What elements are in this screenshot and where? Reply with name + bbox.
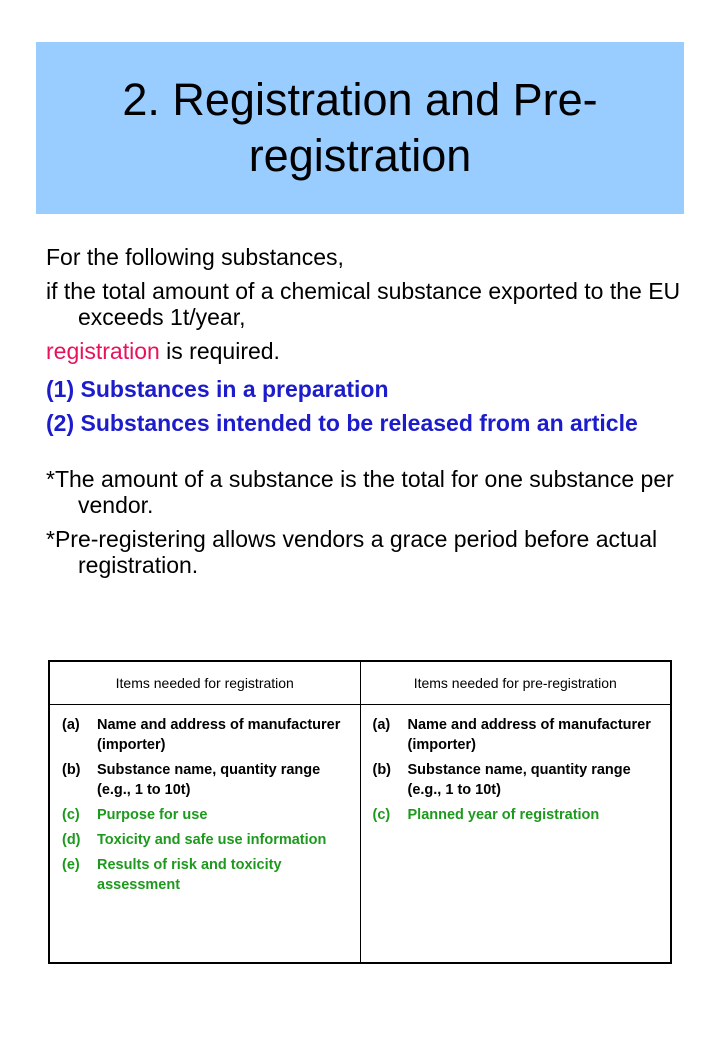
item-text: Results of risk and toxicity assessment xyxy=(97,857,282,893)
item-text: Substance name, quantity range (e.g., 1 to 10t) xyxy=(97,762,321,798)
item-text: Name and address of manufacturer (importer) xyxy=(407,717,651,753)
item-label: (c) xyxy=(62,807,80,823)
item-label: (b) xyxy=(372,762,392,778)
note-1: *The amount of a substance is the total for one substance per vendor. xyxy=(46,466,674,518)
page-title xyxy=(36,72,684,184)
registration-highlight: registration xyxy=(46,338,160,364)
substance-2: (2) Substances intended to be released from an article xyxy=(46,410,638,436)
table-header-row xyxy=(50,662,670,705)
item-text: Name and address of manufacturer (importer) xyxy=(97,717,341,753)
item-text: Planned year of registration xyxy=(407,807,600,823)
list-item xyxy=(62,805,352,825)
item-text: Purpose for use xyxy=(97,807,208,823)
preregistration-items-column xyxy=(360,705,671,962)
header-preregistration: Items needed for pre-registration xyxy=(360,662,671,704)
substance-1: (1) Substances in a preparation xyxy=(46,376,389,402)
requirement-text xyxy=(46,338,686,364)
table-body xyxy=(50,705,670,962)
title-line-1: 2. Registration and Pre- xyxy=(122,74,598,125)
list-item xyxy=(373,760,663,800)
intro-text: For the following substances, xyxy=(46,244,344,270)
list-item xyxy=(62,855,352,895)
list-item xyxy=(62,830,352,850)
condition-text: if the total amount of a chemical substance exported to the EU exceeds 1t/year, xyxy=(46,278,681,330)
list-item xyxy=(373,805,663,825)
list-item xyxy=(373,715,663,755)
item-label: (e) xyxy=(62,857,80,873)
item-label: (b) xyxy=(62,762,81,778)
list-item xyxy=(62,760,352,800)
requirement-rest: is required. xyxy=(159,338,280,364)
title-line-2: registration xyxy=(248,130,472,181)
item-label: (a) xyxy=(372,717,391,733)
registration-items-column xyxy=(50,705,360,962)
item-text: Toxicity and safe use information xyxy=(97,832,327,848)
item-label: (c) xyxy=(372,807,391,823)
item-text: Substance name, quantity range (e.g., 1 to 10t) xyxy=(407,762,631,798)
note-2: *Pre-registering allows vendors a grace period before actual registration. xyxy=(46,526,658,578)
header-registration: Items needed for registration xyxy=(115,675,294,691)
list-item xyxy=(62,715,352,755)
title-banner xyxy=(36,42,684,214)
item-label: (d) xyxy=(62,832,81,848)
requirements-table xyxy=(48,660,672,964)
main-content xyxy=(46,244,686,578)
item-label: (a) xyxy=(62,717,80,733)
